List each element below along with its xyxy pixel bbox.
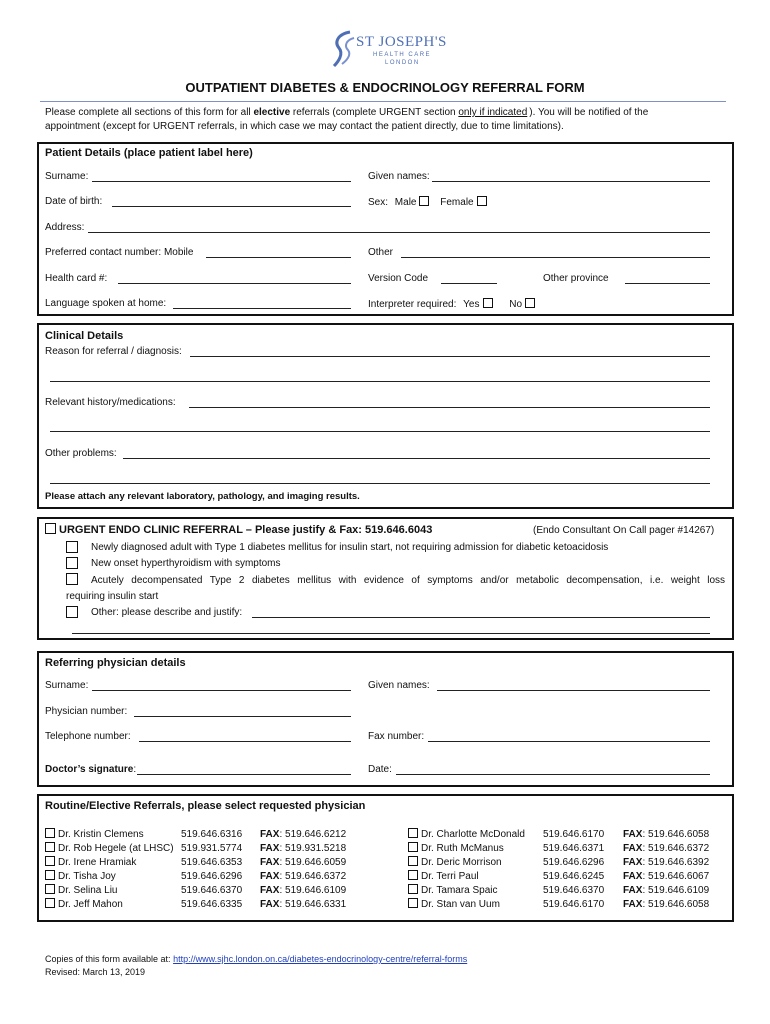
physician-checkbox[interactable] bbox=[408, 884, 418, 894]
physician-name: Dr. Selina Liu bbox=[58, 885, 118, 896]
ref-surname-label: Surname: bbox=[45, 680, 89, 691]
logo-line2: HEALTH CARE bbox=[373, 52, 432, 58]
physician-name: Dr. Stan van Uum bbox=[421, 899, 500, 910]
physician-fax-number: : 519.646.6372 bbox=[642, 843, 710, 854]
footer-copies-text: Copies of this form available at: bbox=[45, 954, 174, 964]
fax-label: FAX bbox=[623, 829, 643, 840]
date-field[interactable] bbox=[396, 774, 710, 775]
urgent-item2-label: New onset hyperthyroidism with symptoms bbox=[91, 558, 281, 569]
urgent-item2-checkbox[interactable] bbox=[66, 557, 78, 569]
physician-fax-number: : 519.646.6109 bbox=[642, 885, 710, 896]
intro-text-2: referrals (complete URGENT section bbox=[290, 107, 459, 118]
urgent-item3-label-cont: requiring insulin start bbox=[66, 591, 159, 602]
physician-phone: 519.646.6296 bbox=[543, 857, 605, 868]
patient-details-heading: Patient Details (place patient label here) bbox=[45, 147, 253, 159]
physician-row bbox=[408, 842, 504, 856]
physician-fax-number: : 519.646.6067 bbox=[642, 871, 710, 882]
attach-note: Please attach any relevant laboratory, pathology, and imaging results. bbox=[45, 491, 360, 502]
given-names-field[interactable] bbox=[432, 181, 710, 182]
physician-name: Dr. Ruth McManus bbox=[421, 843, 504, 854]
physician-fax bbox=[260, 828, 346, 842]
ref-given-names-field[interactable] bbox=[437, 690, 710, 691]
language-field[interactable] bbox=[173, 308, 351, 309]
physician-checkbox[interactable] bbox=[408, 842, 418, 852]
referring-heading: Referring physician details bbox=[45, 657, 186, 669]
physician-phone: 519.646.6370 bbox=[181, 885, 243, 896]
intro-text-1: Please complete all sections of this form for all bbox=[45, 107, 254, 118]
physician-phone: 519.931.5774 bbox=[181, 843, 243, 854]
physician-row bbox=[45, 842, 174, 856]
physician-checkbox[interactable] bbox=[408, 870, 418, 880]
reason-field-2[interactable] bbox=[50, 381, 710, 382]
signature-label-wrap bbox=[45, 764, 136, 776]
contact-label: Preferred contact number: Mobile bbox=[45, 247, 194, 258]
interpreter-field bbox=[368, 298, 535, 311]
signature-colon: : bbox=[133, 764, 137, 775]
dob-label: Date of birth: bbox=[45, 196, 103, 207]
physician-fax bbox=[260, 870, 346, 884]
physician-fax bbox=[260, 856, 346, 870]
sex-label: Sex: bbox=[368, 197, 389, 208]
ref-given-names-label: Given names: bbox=[368, 680, 430, 691]
physician-checkbox[interactable] bbox=[408, 828, 418, 838]
physician-checkbox[interactable] bbox=[408, 856, 418, 866]
urgent-checkbox[interactable] bbox=[45, 523, 56, 534]
logo-line3: LONDON bbox=[385, 60, 420, 66]
physician-checkbox[interactable] bbox=[45, 842, 55, 852]
fax-label: FAX bbox=[623, 899, 643, 910]
other-problems-label: Other problems: bbox=[45, 448, 117, 459]
physician-name: Dr. Jeff Mahon bbox=[58, 899, 123, 910]
physician-name: Dr. Charlotte McDonald bbox=[421, 829, 525, 840]
physician-fax-number: : 519.931.5218 bbox=[279, 843, 347, 854]
fax-number-field[interactable] bbox=[428, 741, 710, 742]
health-card-label: Health card #: bbox=[45, 273, 108, 284]
male-label: Male bbox=[394, 197, 417, 208]
physician-row bbox=[45, 870, 116, 884]
urgent-header bbox=[45, 523, 432, 536]
other-problems-field[interactable] bbox=[123, 458, 710, 459]
physician-fax-number: : 519.646.6058 bbox=[642, 829, 710, 840]
fax-label: FAX bbox=[623, 885, 643, 896]
physician-name: Dr. Tisha Joy bbox=[58, 871, 116, 882]
intro-line2: appointment (except for URGENT referrals, in which case we may contact the patient directly, due to time limitations). bbox=[45, 121, 564, 132]
telephone-field[interactable] bbox=[139, 741, 351, 742]
footer-copies bbox=[45, 953, 467, 965]
reason-label: Reason for referral / diagnosis: bbox=[45, 346, 182, 357]
footer-link[interactable]: http://www.sjhc.london.on.ca/diabetes-endocrinology-centre/referral-forms bbox=[173, 954, 468, 964]
physician-fax-number: : 519.646.6331 bbox=[279, 899, 347, 910]
fax-number-label: Fax number: bbox=[368, 731, 425, 742]
fax-label: FAX bbox=[623, 857, 643, 868]
fax-label: FAX bbox=[623, 843, 643, 854]
other-province-field[interactable] bbox=[625, 283, 710, 284]
urgent-justify-field[interactable] bbox=[252, 617, 710, 618]
urgent-justify-field-2[interactable] bbox=[72, 633, 710, 634]
female-checkbox[interactable] bbox=[477, 196, 487, 206]
physician-checkbox[interactable] bbox=[45, 828, 55, 838]
female-label: Female bbox=[440, 197, 474, 208]
physician-fax-number: : 519.646.6372 bbox=[279, 871, 347, 882]
fax-label: FAX bbox=[260, 885, 280, 896]
interpreter-no-checkbox[interactable] bbox=[525, 298, 535, 308]
physician-row bbox=[45, 856, 136, 870]
signature-label: Doctor’s signature bbox=[45, 764, 134, 775]
interpreter-label: Interpreter required: bbox=[368, 299, 457, 310]
dob-field[interactable] bbox=[112, 206, 351, 207]
physician-fax bbox=[260, 884, 346, 898]
physician-fax-number: : 519.646.6212 bbox=[279, 829, 347, 840]
physician-name: Dr. Tamara Spaic bbox=[421, 885, 498, 896]
routine-heading: Routine/Elective Referrals, please select requested physician bbox=[45, 800, 366, 812]
interpreter-yes-checkbox[interactable] bbox=[483, 298, 493, 308]
physician-fax-number: : 519.646.6109 bbox=[279, 885, 347, 896]
clinical-details-heading: Clinical Details bbox=[45, 330, 124, 342]
urgent-item4-label: Other: please describe and justify: bbox=[91, 607, 243, 618]
physician-phone: 519.646.6170 bbox=[543, 899, 605, 910]
physician-phone: 519.646.6371 bbox=[543, 843, 605, 854]
physician-row bbox=[408, 898, 500, 912]
physician-checkbox[interactable] bbox=[45, 898, 55, 908]
intro-text-3: ). You will be notified of the bbox=[529, 107, 649, 118]
physician-fax bbox=[260, 842, 346, 856]
physician-fax-number: : 519.646.6392 bbox=[642, 857, 710, 868]
intro-bold: elective bbox=[253, 107, 291, 118]
intro-line1 bbox=[45, 107, 725, 119]
physician-row bbox=[45, 828, 144, 842]
fax-label: FAX bbox=[260, 829, 280, 840]
ref-surname-field[interactable] bbox=[92, 690, 351, 691]
physician-fax bbox=[623, 898, 709, 912]
page-title: OUTPATIENT DIABETES & ENDOCRINOLOGY REFERRAL FORM bbox=[185, 80, 585, 95]
reason-field[interactable] bbox=[190, 356, 710, 357]
surname-label: Surname: bbox=[45, 171, 89, 182]
address-label: Address: bbox=[45, 222, 85, 233]
interpreter-no-label: No bbox=[509, 299, 523, 310]
physician-fax bbox=[623, 856, 709, 870]
patient-details-box bbox=[37, 142, 734, 316]
address-field[interactable] bbox=[88, 232, 710, 233]
physician-checkbox[interactable] bbox=[45, 856, 55, 866]
physician-phone: 519.646.6170 bbox=[543, 829, 605, 840]
physician-row bbox=[408, 870, 479, 884]
physician-row bbox=[45, 898, 123, 912]
surname-field[interactable] bbox=[92, 181, 351, 182]
physician-row bbox=[408, 828, 525, 842]
language-label: Language spoken at home: bbox=[45, 298, 167, 309]
physician-phone: 519.646.6316 bbox=[181, 829, 243, 840]
version-code-field[interactable] bbox=[441, 283, 497, 284]
fax-label: FAX bbox=[260, 857, 280, 868]
physician-name: Dr. Irene Hramiak bbox=[58, 857, 137, 868]
contact-other-label: Other bbox=[368, 247, 394, 258]
physician-phone: 519.646.6245 bbox=[543, 871, 605, 882]
history-field-2[interactable] bbox=[50, 431, 710, 432]
physician-fax bbox=[623, 842, 709, 856]
date-label: Date: bbox=[368, 764, 392, 775]
physician-fax bbox=[623, 828, 709, 842]
physician-checkbox[interactable] bbox=[45, 870, 55, 880]
physician-row bbox=[45, 884, 117, 898]
urgent-item3-checkbox[interactable] bbox=[66, 573, 78, 585]
physician-name: Dr. Deric Morrison bbox=[421, 857, 502, 868]
physician-fax-number: : 519.646.6058 bbox=[642, 899, 710, 910]
physician-name: Dr. Rob Hegele (at LHSC) bbox=[58, 843, 174, 854]
physician-number-field[interactable] bbox=[134, 716, 351, 717]
fax-label: FAX bbox=[260, 843, 280, 854]
physician-row bbox=[408, 856, 502, 870]
physician-name: Dr. Kristin Clemens bbox=[58, 829, 144, 840]
other-problems-field-2[interactable] bbox=[50, 483, 710, 484]
fax-label: FAX bbox=[623, 871, 643, 882]
other-province-label: Other province bbox=[543, 273, 609, 284]
physician-phone: 519.646.6370 bbox=[543, 885, 605, 896]
urgent-heading: URGENT ENDO CLINIC REFERRAL – Please justify & Fax: 519.646.6043 bbox=[59, 524, 433, 536]
urgent-item3-label: Acutely decompensated Type 2 diabetes mellitus with evidence of symptoms and/or metabolic decompensation, i.e. weight loss bbox=[91, 575, 725, 586]
oncall-pager: (Endo Consultant On Call pager #14267) bbox=[533, 525, 715, 536]
version-code-label: Version Code bbox=[368, 273, 429, 284]
fax-label: FAX bbox=[260, 871, 280, 882]
physician-phone: 519.646.6335 bbox=[181, 899, 243, 910]
history-label: Relevant history/medications: bbox=[45, 397, 176, 408]
fax-label: FAX bbox=[260, 899, 280, 910]
history-field[interactable] bbox=[189, 407, 710, 408]
physician-fax bbox=[623, 870, 709, 884]
telephone-label: Telephone number: bbox=[45, 731, 131, 742]
contact-other-field[interactable] bbox=[401, 257, 710, 258]
physician-name: Dr. Terri Paul bbox=[421, 871, 479, 882]
physician-checkbox[interactable] bbox=[45, 884, 55, 894]
hospital-logo bbox=[330, 28, 447, 73]
physician-row bbox=[408, 884, 498, 898]
physician-phone: 519.646.6353 bbox=[181, 857, 243, 868]
physician-fax-number: : 519.646.6059 bbox=[279, 857, 347, 868]
physician-fax bbox=[260, 898, 346, 912]
title-rule bbox=[40, 101, 726, 102]
male-checkbox[interactable] bbox=[419, 196, 429, 206]
footer-revised: Revised: March 13, 2019 bbox=[45, 967, 146, 977]
urgent-item1-checkbox[interactable] bbox=[66, 541, 78, 553]
logo-name: ST JOSEPH'S bbox=[356, 34, 447, 50]
sex-field bbox=[368, 196, 487, 209]
health-card-field[interactable] bbox=[118, 283, 351, 284]
signature-field[interactable] bbox=[137, 774, 351, 775]
physician-checkbox[interactable] bbox=[408, 898, 418, 908]
physician-phone: 519.646.6296 bbox=[181, 871, 243, 882]
physician-fax bbox=[623, 884, 709, 898]
urgent-item4-checkbox[interactable] bbox=[66, 606, 78, 618]
given-names-label: Given names: bbox=[368, 171, 430, 182]
intro-underlined: only if indicated bbox=[458, 107, 528, 118]
contact-mobile-field[interactable] bbox=[206, 257, 351, 258]
urgent-item1-label: Newly diagnosed adult with Type 1 diabetes mellitus for insulin start, not requiring admission for diabetic ketoacidosis bbox=[91, 542, 609, 553]
physician-number-label: Physician number: bbox=[45, 706, 128, 717]
interpreter-yes-label: Yes bbox=[463, 299, 480, 310]
